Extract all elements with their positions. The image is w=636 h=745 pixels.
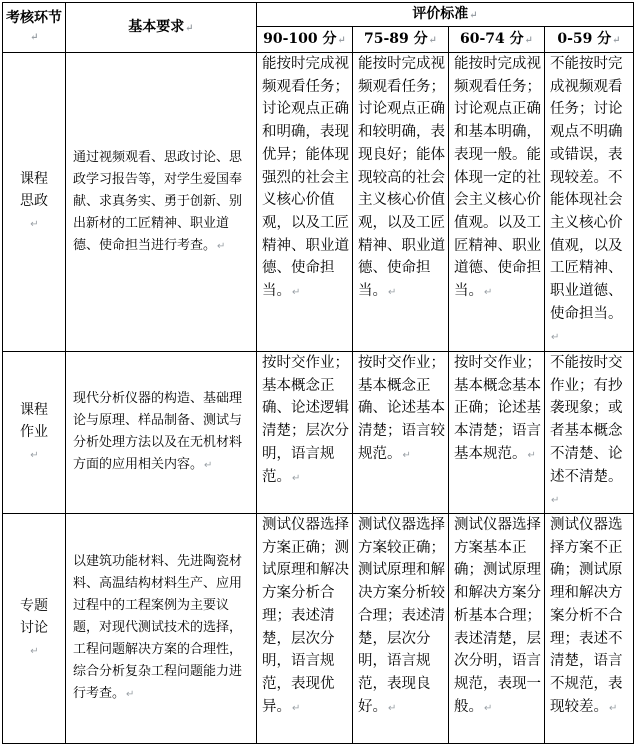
header-row-1 bbox=[3, 3, 634, 27]
criteria-cell: 测试仪器选择方案较正确；测试原理和解决方案分析较合理；表述清楚，层次分明，语言规范，表现良好。↵ bbox=[353, 514, 449, 744]
criteria-cell: 按时交作业；基本概念基本正确；论述基本清楚；语言基本规范。↵ bbox=[449, 352, 545, 514]
criteria-cell: 测试仪器选择方案基本正确；测试原理和解决方案分析基本合理；表述清楚，层次分明，语言规范，表现一般。↵ bbox=[449, 514, 545, 744]
criteria-cell: 测试仪器选择方案不正确；测试原理和解决方案分析不合理；表述不清楚，语言不规范，表现较差。↵ bbox=[545, 514, 634, 744]
evaluation-table bbox=[2, 2, 634, 744]
requirement-cell: 以建筑功能材料、先进陶瓷材料、高温结构材料生产、应用过程中的工程案例为主要议题，对现代测试技术的选择，工程问题解决方案的合理性，综合分析复杂工程问题能力进行考查。↵ bbox=[66, 514, 257, 744]
criteria-cell: 不能按时交作业；有抄袭现象；或者基本概念不清楚、论述不清楚。↵ bbox=[545, 352, 634, 514]
criteria-cell: 不能按时完成视频观看任务；讨论观点不明确或错误，表现较差。不能体现社会主义核心价值观，以及工匠精神、职业道德、使命担当。↵ bbox=[545, 53, 634, 352]
header-standard: 评价标准↵ bbox=[257, 3, 634, 27]
stage-cell: 课程思政↵ bbox=[3, 53, 66, 352]
table-row bbox=[3, 53, 634, 352]
criteria-cell: 能按时完成视频观看任务；讨论观点正确和基本明确，表现一般。能体现一定的社会主义核心价值观。以及工匠精神、职业道德、使命担当。↵ bbox=[449, 53, 545, 352]
requirement-cell: 现代分析仪器的构造、基础理论与原理、样品制备、测试与分析处理方法以及在无机材料方面的应用相关内容。↵ bbox=[66, 352, 257, 514]
stage-cell: 课程作业↵ bbox=[3, 352, 66, 514]
grade-header: 75-89 分↵ bbox=[353, 27, 449, 53]
grade-header: 0-59 分↵ bbox=[545, 27, 634, 53]
criteria-cell: 测试仪器选择方案正确；测试原理和解决方案分析合理；表述清楚，层次分明，语言规范，表现优异。↵ bbox=[257, 514, 353, 744]
criteria-cell: 按时交作业；基本概念正确、论述基本清楚；语言较规范。↵ bbox=[353, 352, 449, 514]
criteria-cell: 能按时完成视频观看任务；讨论观点正确和明确，表现优异；能体现强烈的社会主义核心价值观，以及工匠精神、职业道德、使命担当。↵ bbox=[257, 53, 353, 352]
requirement-cell: 通过视频观看、思政讨论、思政学习报告等，对学生爱国奉献、求真务实、勇于创新、别出新材的工匠精神、职业道德、使命担当进行考查。↵ bbox=[66, 53, 257, 352]
criteria-cell: 能按时完成视频观看任务；讨论观点正确和较明确，表现良好；能体现较高的社会主义核心价值观，以及工匠精神、职业道德、使命担当。↵ bbox=[353, 53, 449, 352]
header-requirement: 基本要求↵ bbox=[66, 3, 257, 53]
header-stage: 考核环节↵ bbox=[3, 3, 66, 53]
table-row bbox=[3, 352, 634, 514]
stage-cell: 专题讨论↵ bbox=[3, 514, 66, 744]
criteria-cell: 按时交作业；基本概念正确、论述逻辑清楚；层次分明，语言规范。↵ bbox=[257, 352, 353, 514]
grade-header: 90-100 分↵ bbox=[257, 27, 353, 53]
grade-header: 60-74 分↵ bbox=[449, 27, 545, 53]
table-row bbox=[3, 514, 634, 744]
